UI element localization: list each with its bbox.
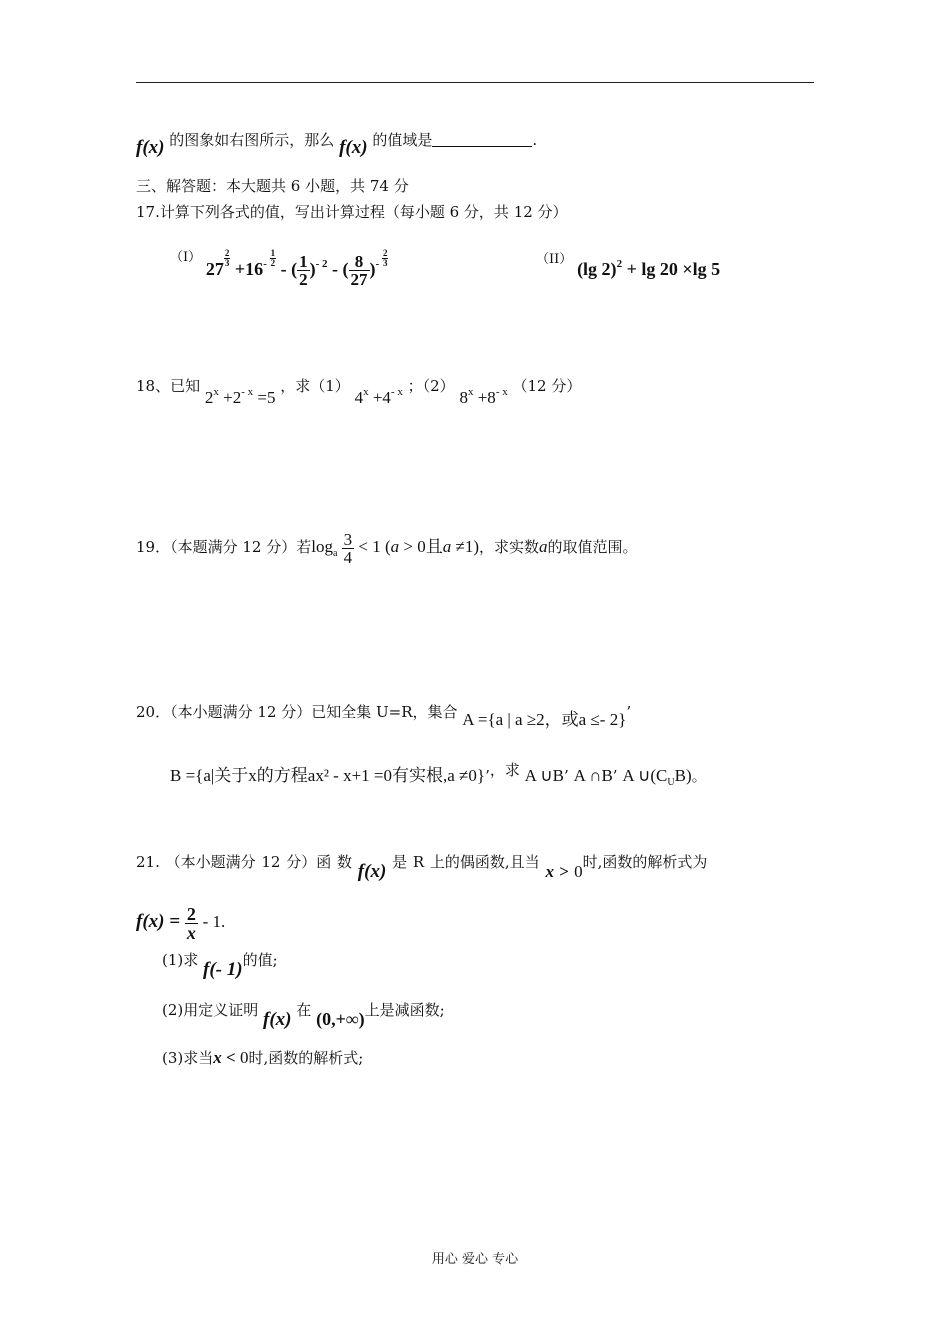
math-expr: (lg 2)$^2$ + lg 20 ×lg 5 bbox=[577, 258, 721, 279]
q21-mid: 是 R 上的偶函数,且当 bbox=[392, 853, 540, 871]
q21-sub1: (1)求 f(- 1)的值; bbox=[162, 951, 278, 980]
q21-post: 时,函数的解析式为 bbox=[582, 853, 708, 871]
intersection-expr: A ∩B bbox=[573, 766, 613, 785]
q19-line bbox=[136, 522, 638, 579]
section-three-heading: 三、解答题：本大题共 6 小题，共 74 分 bbox=[136, 177, 409, 195]
q19-post: 的取值范围。 bbox=[547, 538, 638, 556]
interval-expr: (0,+∞) bbox=[316, 1009, 365, 1029]
q20-line2: B ={a|关于x的方程ax² - x+1 =0有实根,a ≠0}’，求 A ∪B’ A ∩B’ A $\cup(C_UB)$。 bbox=[170, 761, 707, 788]
math-expr: $\log_a$ $\frac{3}{4}$ < 1 (a > 0且a ≠1) bbox=[311, 529, 479, 567]
cond-expr: x < 0 bbox=[213, 1048, 249, 1067]
q18-semi: ；（2） bbox=[407, 377, 455, 395]
q16-end: . bbox=[532, 131, 538, 149]
fx-expr: f(x) bbox=[339, 137, 368, 158]
set-b: B ={a|关于x的方程ax² - x+1 =0有实根,a ≠0} bbox=[170, 766, 486, 785]
math-expr: $2^x +2^{- x} =5$ bbox=[204, 386, 276, 407]
answer-blank bbox=[432, 132, 532, 147]
q21-line1 bbox=[136, 852, 707, 882]
q19-mid: ，求实数 bbox=[479, 538, 540, 556]
q20-ask: ，求 bbox=[489, 761, 520, 779]
fx-expr: f(x) bbox=[263, 1009, 292, 1030]
complement-expr: A $\cup(C_UB)$ bbox=[622, 766, 692, 788]
union-expr: A ∪B bbox=[524, 766, 565, 785]
page-footer: 用心 爱心 专心 bbox=[431, 1252, 519, 1267]
q16-text: 的图象如右图所示，那么 bbox=[169, 131, 335, 149]
q20-line1: 20．（本小题满分 12 分）已知全集 U=R，集合 A ={a | a ≥2，或a ≤- 2}’ bbox=[136, 703, 632, 729]
formula-lhs: f(x) = bbox=[136, 911, 181, 932]
q21-pre: 21. （本小题满分 12 分）函 数 bbox=[136, 853, 353, 871]
formula-tail: - 1. bbox=[202, 912, 226, 931]
header-rule bbox=[136, 82, 814, 83]
q16-text2: 的值域是 bbox=[372, 131, 433, 149]
set-a: A ={a | a ≥2，或a ≤- 2} bbox=[462, 710, 627, 729]
math-expr: 27 $\frac{2}{3}$ +16- $\frac{1}{2}$ - ( $\frac{1}{2}$ )$^{- 2}$ - ( $\frac{8}{27}$ )- $\frac{2}{3}$ bbox=[205, 248, 388, 290]
q19-pre: 19．（本题满分 12 分）若 bbox=[136, 538, 312, 556]
q18-pre: 18、已知 bbox=[136, 377, 201, 395]
q21-sub3: (3)求当x < 0时,函数的解析式; bbox=[162, 1048, 364, 1067]
var-a: a bbox=[539, 537, 548, 556]
q18-score: （12 分） bbox=[512, 377, 582, 395]
q18-comma: ，求（1） bbox=[280, 377, 350, 395]
q18-line bbox=[136, 376, 581, 408]
q17-part2 bbox=[536, 240, 720, 290]
q20-pre: 20．（本小题满分 12 分）已知全集 U=R，集合 bbox=[136, 703, 458, 721]
fx-expr: f(x) bbox=[136, 137, 165, 158]
q21-formula bbox=[136, 900, 225, 944]
q21-sub2: (2)用定义证明 f(x) 在 (0,+∞)上是减函数; bbox=[162, 1001, 445, 1030]
fx-expr: f(x) bbox=[357, 861, 387, 882]
cond-expr: x > 0 bbox=[545, 862, 583, 881]
math-expr: $4^x +4^{- x}$ bbox=[354, 386, 403, 407]
q17-label-2: （II） bbox=[536, 252, 573, 267]
q17-heading: 17.计算下列各式的值，写出计算过程（每小题 6 分，共 12 分） bbox=[136, 203, 568, 221]
q16-line bbox=[136, 130, 537, 158]
math-expr: $8^x +8^{- x}$ bbox=[459, 386, 508, 407]
f-neg1-expr: f(- 1) bbox=[203, 959, 243, 980]
q17-label-1: （I） bbox=[170, 250, 202, 265]
formula-frac: $\frac{2}{x}$ bbox=[186, 903, 196, 943]
q17-part1 bbox=[170, 238, 388, 288]
